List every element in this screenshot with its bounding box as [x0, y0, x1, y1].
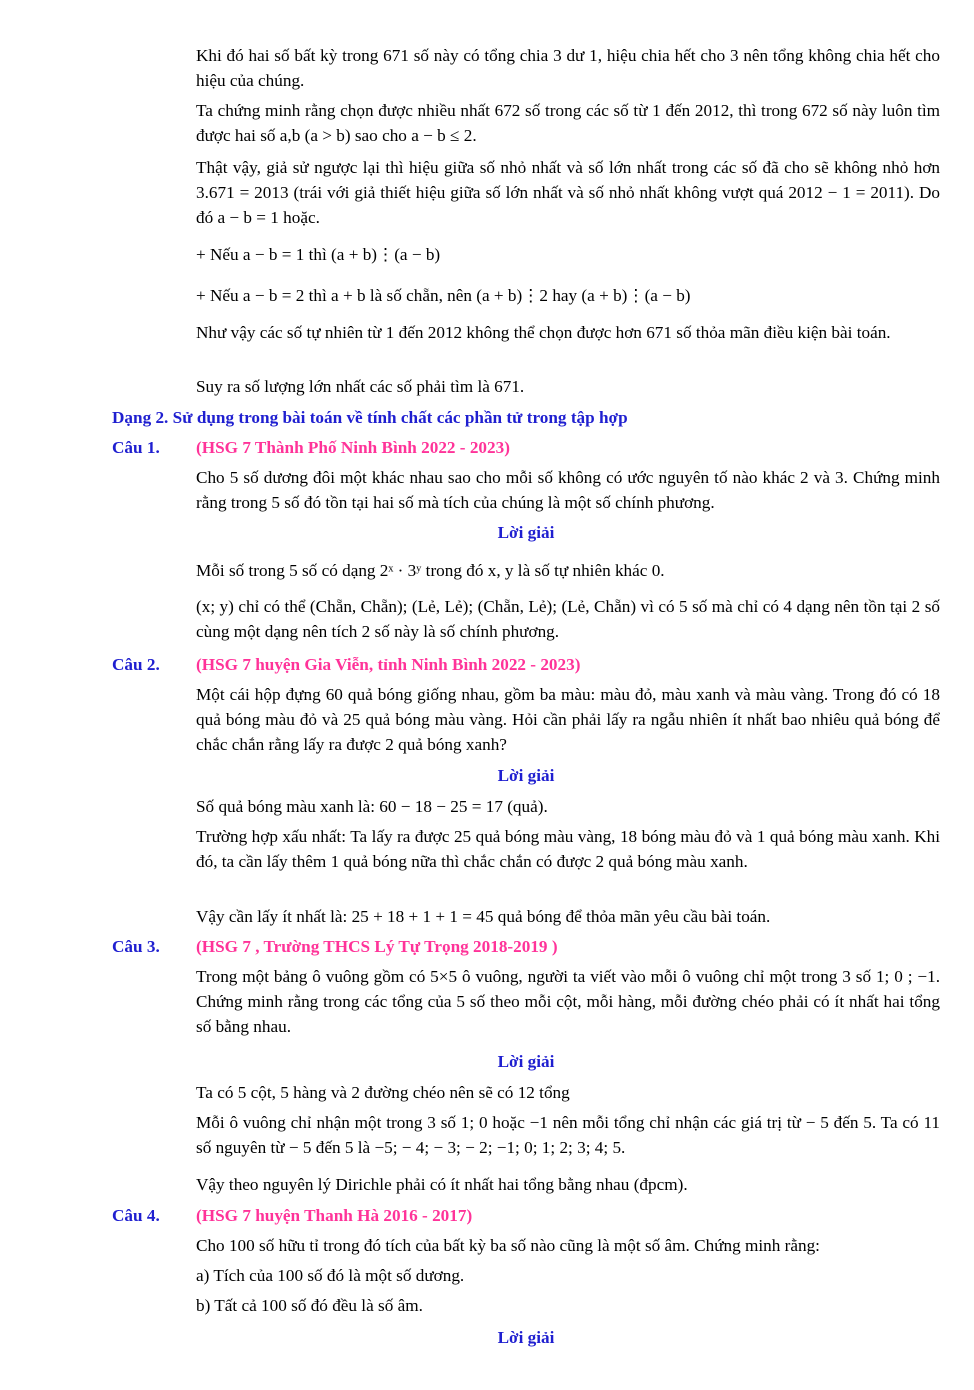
question-3-solution-heading: [196, 1049, 856, 1074]
question-3-source: (HSG 7 , Trường THCS Lý Tự Trọng 2018-2019 ): [196, 937, 558, 956]
question-3-problem: Trong một bảng ô vuông gồm có 5×5 ô vuông, người ta viết vào mỗi ô vuông chỉ một trong 3 số 1; 0 ; −1. Chứng minh rằng trong các tổng của 5 số theo mỗi cột, mỗi hàng, mỗi đường chéo phải có ít nhất hai tổng số bằng nhau.: [196, 967, 940, 1036]
question-2-solution-2: Trường hợp xấu nhất: Ta lấy ra được 25 quả bóng màu vàng, 18 bóng màu đỏ và 1 quả bóng màu xanh. Khi đó, ta cần lấy thêm 1 quả bóng nữa thì chắc chắn có được 2 quả bóng màu xanh.: [196, 827, 940, 871]
solution-label: Lời giải: [497, 523, 555, 542]
question-4-label: Câu 4.: [112, 1206, 160, 1225]
question-3-solution-3: Vậy theo nguyên lý Dirichle phải có ít nhất hai tổng bằng nhau (đpcm).: [196, 1175, 688, 1194]
paragraph-choose-672: Ta chứng minh rằng chọn được nhiều nhất 672 số trong các số từ 1 đến 2012, thì trong 672 số này luôn tìm được hai số a,b (a > b) sao cho a − b ≤ 2.: [196, 101, 940, 145]
question-4-solution-heading: [196, 1325, 856, 1350]
paragraph-result-671: Suy ra số lượng lớn nhất các số phải tìm là 671.: [196, 377, 525, 396]
solution-label: Lời giải: [497, 1052, 555, 1071]
paragraph-sums-not-divisible: Khi đó hai số bất kỳ trong 671 số này có tổng chia 3 dư 1, hiệu chia hết cho 3 nên tổng không chia hết cho hiệu của chúng.: [196, 46, 940, 90]
question-2-solution-3: Vậy cần lấy ít nhất là: 25 + 18 + 1 + 1 = 45 quả bóng để thỏa mãn yêu cầu bài toán.: [196, 907, 771, 926]
paragraph-conclusion: Như vậy các số tự nhiên từ 1 đến 2012 không thể chọn được hơn 671 số thỏa mãn điều kiện bài toán.: [196, 323, 891, 342]
question-3-solution-1: Ta có 5 cột, 5 hàng và 2 đường chéo nên sẽ có 12 tổng: [196, 1083, 570, 1102]
question-2-solution-heading: [196, 763, 856, 788]
case-difference-2: + Nếu a − b = 2 thì a + b là số chẵn, nên (a + b)⋮2 hay (a + b)⋮(a − b): [196, 286, 691, 305]
question-2-solution-1: Số quả bóng màu xanh là: 60 − 18 − 25 = 17 (quả).: [196, 797, 548, 816]
paragraph-proof-contradiction: Thật vậy, giả sử ngược lại thì hiệu giữa số nhỏ nhất và số lớn nhất trong các số đã cho sẽ không nhỏ hơn 3.671 = 2013 (trái với giả thiết hiệu giữa số lớn nhất và số nhỏ nhất không vượt quá 2012 − 1 = 2011). Do đó a − b = 1 hoặc.: [196, 158, 940, 227]
question-1-problem: Cho 5 số dương đôi một khác nhau sao cho mỗi số không có ước nguyên tố nào khác 2 và 3. Chứng minh rằng trong 5 số đó tồn tại hai số mà tích của chúng là một số chính phương.: [196, 468, 940, 512]
question-4-part-b: b) Tất cả 100 số đó đều là số âm.: [196, 1296, 423, 1315]
question-2-label: Câu 2.: [112, 655, 160, 674]
question-1-source: (HSG 7 Thành Phố Ninh Bình 2022 - 2023): [196, 438, 510, 457]
question-4-part-a: a) Tích của 100 số đó là một số dương.: [196, 1266, 465, 1285]
question-1-label: Câu 1.: [112, 438, 160, 457]
question-3-label: Câu 3.: [112, 937, 160, 956]
question-1-solution-2: (x; y) chỉ có thể (Chẵn, Chẵn); (Lẻ, Lẻ); (Chẵn, Lẻ); (Lẻ, Chẵn) vì có 5 số mà chỉ có 4 dạng nên tồn tại 2 số cùng một dạng nên tích 2 số này là số chính phương.: [196, 597, 940, 641]
section-heading: Dạng 2. Sử dụng trong bài toán về tính chất các phần tử trong tập hợp: [112, 408, 628, 427]
question-4-source: (HSG 7 huyện Thanh Hà 2016 - 2017): [196, 1206, 473, 1225]
solution-label: Lời giải: [497, 1328, 555, 1347]
question-2-source: (HSG 7 huyện Gia Viễn, tỉnh Ninh Bình 2022 - 2023): [196, 655, 581, 674]
question-4-problem: Cho 100 số hữu tỉ trong đó tích của bất kỳ ba số nào cũng là một số âm. Chứng minh rằng:: [196, 1236, 820, 1255]
question-2-problem: Một cái hộp đựng 60 quả bóng giống nhau, gồm ba màu: màu đỏ, màu xanh và màu vàng. Trong đó có 18 quả bóng màu đỏ và 25 quả bóng màu vàng. Hỏi cần phải lấy ra ngẫu nhiên ít nhất bao nhiêu quả bóng để chắc chắn rằng lấy ra được 2 quả bóng xanh?: [196, 685, 940, 754]
question-1-solution-heading: [196, 520, 856, 545]
solution-label: Lời giải: [497, 766, 555, 785]
question-3-solution-2: Mỗi ô vuông chỉ nhận một trong 3 số 1; 0 hoặc −1 nên mỗi tổng chỉ nhận các giá trị từ − 5 đến 5. Ta có 11 số nguyên từ − 5 đến 5 là −5; − 4; − 3; − 2; −1; 0; 1; 2; 3; 4; 5.: [196, 1113, 940, 1157]
question-1-solution-1: Mỗi số trong 5 số có dạng 2ˣ · 3ʸ trong đó x, y là số tự nhiên khác 0.: [196, 561, 665, 580]
case-difference-1: + Nếu a − b = 1 thì (a + b)⋮(a − b): [196, 245, 441, 264]
